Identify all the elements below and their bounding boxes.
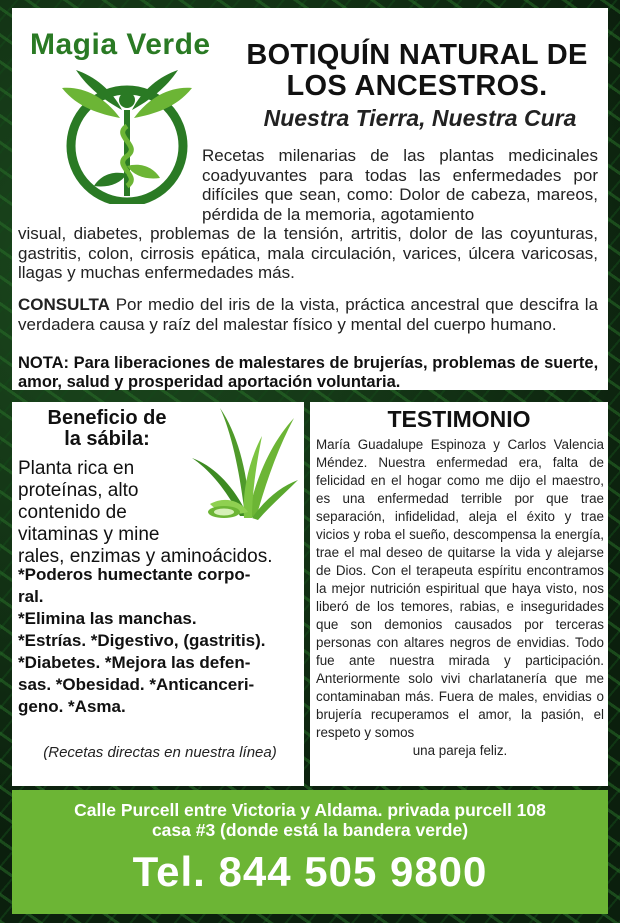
- benefits-intro: [18, 458, 300, 568]
- address-line: Calle Purcell entre Victoria y Aldama. privada purcell 108: [74, 800, 546, 820]
- consulta-label: CONSULTA: [18, 295, 110, 314]
- benefits-intro-line: vitaminas y mine: [18, 524, 160, 545]
- list-item: *Elimina las manchas.: [18, 609, 197, 628]
- list-item: ral.: [18, 587, 44, 606]
- page-title: [227, 40, 607, 102]
- nota-paragraph: NOTA: Para liberaciones de malestares de brujerías, problemas de suerte, amor, salud y prosperidad aportación voluntaria.: [18, 354, 599, 391]
- list-item: sas. *Obesidad. *Anticanceri-: [18, 675, 255, 694]
- intro-paragraph-continued: visual, diabetes, problemas de la tensión, artritis, dolor de las coyunturas, gastritis, colon, cirrosis epática, mala circulación, varices, úlcera varicosas, llagas y muchas enfermedades más.: [18, 224, 598, 282]
- benefits-intro-line: Planta rica en: [18, 458, 135, 479]
- brand-name: Magia Verde: [30, 28, 211, 61]
- benefits-panel: [12, 402, 304, 786]
- figure-with-leaves-icon: [42, 66, 212, 204]
- title-line: LOS ANCESTROS.: [286, 70, 548, 102]
- list-item: geno. *Asma.: [18, 697, 126, 716]
- contact-banner: [12, 790, 608, 914]
- benefits-intro-line: proteínas, alto: [18, 480, 139, 501]
- address-line: casa #3 (donde está la bandera verde): [151, 820, 469, 840]
- testimonial-body: [316, 436, 604, 760]
- benefits-intro-line: rales, enzimas y aminoácidos.: [18, 546, 273, 567]
- benefits-intro-line: contenido de: [18, 502, 127, 523]
- consulta-paragraph: [18, 295, 598, 334]
- benefits-title: [32, 408, 182, 450]
- list-item: *Estrías. *Digestivo, (gastritis).: [18, 631, 266, 650]
- testimonial-title: TESTIMONIO: [387, 406, 531, 432]
- list-item: *Diabetes. *Mejora las defen-: [18, 653, 251, 672]
- list-item: *Poderos humectante corpo-: [18, 565, 251, 584]
- phone-number: Tel. 844 505 9800: [132, 848, 488, 895]
- benefits-title-line: Beneficio de: [47, 407, 167, 429]
- testimonial-panel: [310, 402, 608, 786]
- benefits-list: [18, 564, 300, 718]
- title-line: BOTIQUÍN NATURAL DE: [246, 39, 588, 71]
- benefits-footer-note: (Recetas directas en nuestra línea): [43, 744, 277, 761]
- address: [12, 800, 608, 840]
- tagline: Nuestra Tierra, Nuestra Cura: [263, 105, 577, 131]
- intro-paragraph: Recetas milenarias de las plantas medicinales coadyuvantes para todas las enfermedades por difíciles que sean, como: Dolor de cabeza, mareos, pérdida de la memoria, agotamiento: [202, 146, 598, 224]
- consulta-text: Por medio del iris de la vista, práctica ancestral que descifra la verdadera causa y raíz del malestar físico y mental del cuerpo humano.: [18, 295, 598, 334]
- testimonial-text: María Guadalupe Espinoza y Carlos Valencia Méndez. Nuestra enfermedad era, falta de felicidad en el hogar como me dijo el maestro, es una enfermedad terrible por que trae separación, infidelidad, aleja el éxito y trae vicios y roba el sueño, descompensa la energía, trae el mal deseo de quitarse la vida y alejarse de Dios. Con el terapeuta espíritu encontramos la mejor nutrición espiritual que haya visto, nos liberó de los temores, rabias, e inseguridades que son demonios causados por terceras personas con altares negros de envidias. Todo fue ante nuestra mirada y participación. Anteriormente solo vivi charlatanería que me contaminaban más. Fuera de males, envidias o brujería recuperamos el amor, la pasión, el respeto y somos: [316, 437, 604, 740]
- header-panel: [12, 8, 608, 390]
- testimonial-ending: una pareja feliz.: [412, 743, 508, 758]
- benefits-title-line: la sábila:: [64, 428, 150, 450]
